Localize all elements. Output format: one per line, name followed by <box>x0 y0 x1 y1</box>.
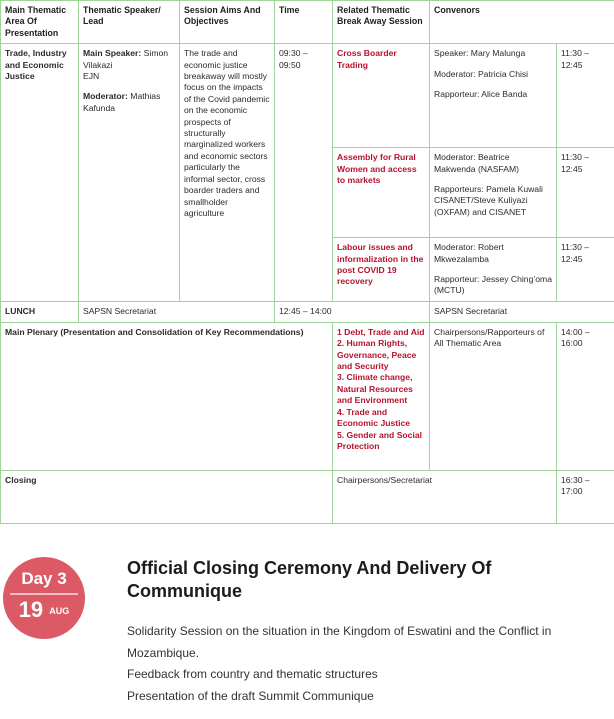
breakaway-time: 11:30 – 12:45 <box>557 238 614 302</box>
plenary-label: Main Plenary (Presentation and Consolidation of Key Recommendations) <box>1 322 333 470</box>
day-section <box>0 525 614 719</box>
ceremony-title: Official Closing Ceremony And Delivery Of Communique <box>127 558 492 601</box>
trade-row-1 <box>1 44 614 148</box>
main-speaker-org: EJN <box>83 71 100 82</box>
ceremony-line: Feedback from country and thematic structures <box>127 667 378 681</box>
ceremony-line: Solidarity Session on the situation in the Kingdom of Eswatini and the Conflict in Mozambique. <box>127 624 552 660</box>
ceremony-description <box>127 621 597 707</box>
day-month: AUG <box>49 606 70 616</box>
breakaway-title: Cross Boarder Trading <box>333 44 430 148</box>
plenary-topic: 2. Human Rights, Governance, Peace and Security <box>337 338 417 372</box>
closing-convenors: Chairpersons/Secretariat <box>333 470 557 523</box>
main-speaker-label: Main Speaker: <box>83 48 142 59</box>
lunch-convenor: SAPSN Secretariat <box>430 301 614 322</box>
header-time: Time <box>275 1 333 44</box>
trade-area: Trade, Industry and Economic Justice <box>1 44 79 302</box>
trade-speakers <box>79 44 180 302</box>
badge-divider <box>10 593 78 595</box>
convenor-line: Rapporteurs: Pamela Kuwali CISANET/Steve Kuliyazi (OXFAM) and CISANET <box>434 184 543 217</box>
ceremony-line: Presentation of the draft Summit Communique <box>127 688 374 703</box>
breakaway-convenors <box>430 238 557 302</box>
header-breakaway: Related Thematic Break Away Session <box>333 1 430 44</box>
header-convenors: Convenors <box>430 1 614 44</box>
lunch-label: LUNCH <box>1 301 79 322</box>
moderator-name: Mathias Kafunda <box>83 91 161 113</box>
trade-aims: The trade and economic justice breakaway will mostly focus on the impacts of the Covid pandemic on the economic prospects of structurally marginalized workers and economic sectors particularly the informal sector, cross boarder traders and smallholder agriculture <box>180 44 275 302</box>
plenary-topic: 4. Trade and Economic Justice <box>337 406 411 429</box>
closing-row <box>1 470 614 523</box>
plenary-topic: 5. Gender and Social Protection <box>337 429 423 451</box>
closing-time: 16:30 – 17:00 <box>557 470 614 523</box>
trade-time: 09:30 – 09:50 <box>275 44 333 302</box>
lunch-lead: SAPSN Secretariat <box>79 301 275 322</box>
plenary-topic: 3. Climate change, Natural Resources and Environment <box>337 372 413 406</box>
moderator-label: Moderator: <box>83 91 128 102</box>
convenor-line: Rapporteur: Alice Banda <box>434 89 528 100</box>
day-badge <box>3 557 85 639</box>
header-speaker: Thematic Speaker/ Lead <box>79 1 180 44</box>
convenor-line: Moderator: Patricia Chisi <box>434 68 529 79</box>
breakaway-title: Labour issues and informalization in the post COVID 19 recovery <box>333 238 430 302</box>
breakaway-title: Assembly for Rural Women and access to markets <box>333 148 430 238</box>
breakaway-convenors <box>430 148 557 238</box>
lunch-time: 12:45 – 14:00 <box>275 301 430 322</box>
plenary-convenors: Chairpersons/Rapporteurs of All Thematic Area <box>430 322 557 470</box>
convenor-line: Moderator: Beatrice Makwenda (NASFAM) <box>434 152 520 174</box>
header-aims: Session Aims And Objectives <box>180 1 275 44</box>
convenor-line: Rapporteur: Jessey Ching’oma (MCTU) <box>434 274 552 296</box>
day-label: Day 3 <box>21 569 67 588</box>
convenor-line: Speaker: Mary Malunga <box>434 48 526 59</box>
plenary-topic: 1 Debt, Trade and Aid <box>337 326 425 337</box>
breakaway-time: 11:30 – 12:45 <box>557 148 614 238</box>
convenor-line: Moderator: Robert Mkwezalamba <box>434 242 504 264</box>
day-date <box>3 597 85 624</box>
main-speaker-name: Simon Vilakazi <box>83 48 169 70</box>
lunch-row <box>1 301 614 322</box>
plenary-row <box>1 322 614 470</box>
day-date-number: 19 <box>18 597 44 622</box>
breakaway-convenors <box>430 44 557 148</box>
breakaway-time: 11:30 – 12:45 <box>557 44 614 148</box>
closing-label: Closing <box>1 470 333 523</box>
header-row <box>1 1 614 44</box>
plenary-topics <box>333 322 430 470</box>
plenary-time: 14:00 – 16:00 <box>557 322 614 470</box>
header-main-thematic: Main Thematic Area Of Presentation <box>1 1 79 44</box>
